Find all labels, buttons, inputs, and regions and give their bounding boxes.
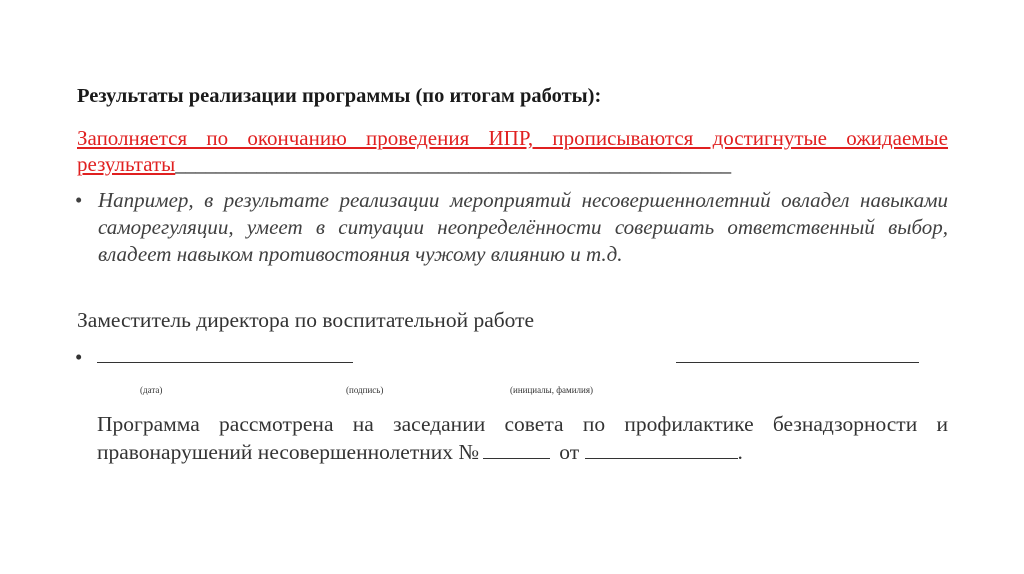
date-sign-blank-line <box>97 362 353 363</box>
bullet-icon: • <box>75 188 83 212</box>
program-text: Программа рассмотрена на заседании совета по профилактике безнадзорности и правонарушений несовершеннолетних № <box>97 412 948 464</box>
program-review-paragraph <box>97 410 948 466</box>
section-heading: Результаты реализации программы (по итогам работы): <box>77 85 602 107</box>
caption-initials: (инициалы, фамилия) <box>510 385 593 395</box>
instruction-fill-line: _______________________________________________________ <box>175 152 731 176</box>
program-end: . <box>737 440 743 464</box>
example-item <box>75 187 948 268</box>
example-text: Например, в результате реализации мероприятий несовершеннолетний овладел навыками саморегуляции, умеет в ситуации неопределённости совершать ответственный выбор, владеет навыком противостояния чужому влиянию и т.д. <box>98 188 948 266</box>
program-from: от <box>559 440 580 464</box>
instruction-text: Заполняется по окончанию проведения ИПР, прописываются достигнутые ожидаемые результаты <box>77 126 948 176</box>
caption-date: (дата) <box>140 385 163 395</box>
protocol-number-blank <box>483 440 550 459</box>
deputy-title: Заместитель директора по воспитательной работе <box>77 308 535 332</box>
protocol-date-blank <box>585 440 738 459</box>
instruction-paragraph <box>77 125 948 177</box>
bullet-icon: • <box>75 345 83 369</box>
initials-blank-line <box>676 362 919 363</box>
signature-row <box>75 343 948 373</box>
caption-signature: (подпись) <box>346 385 384 395</box>
